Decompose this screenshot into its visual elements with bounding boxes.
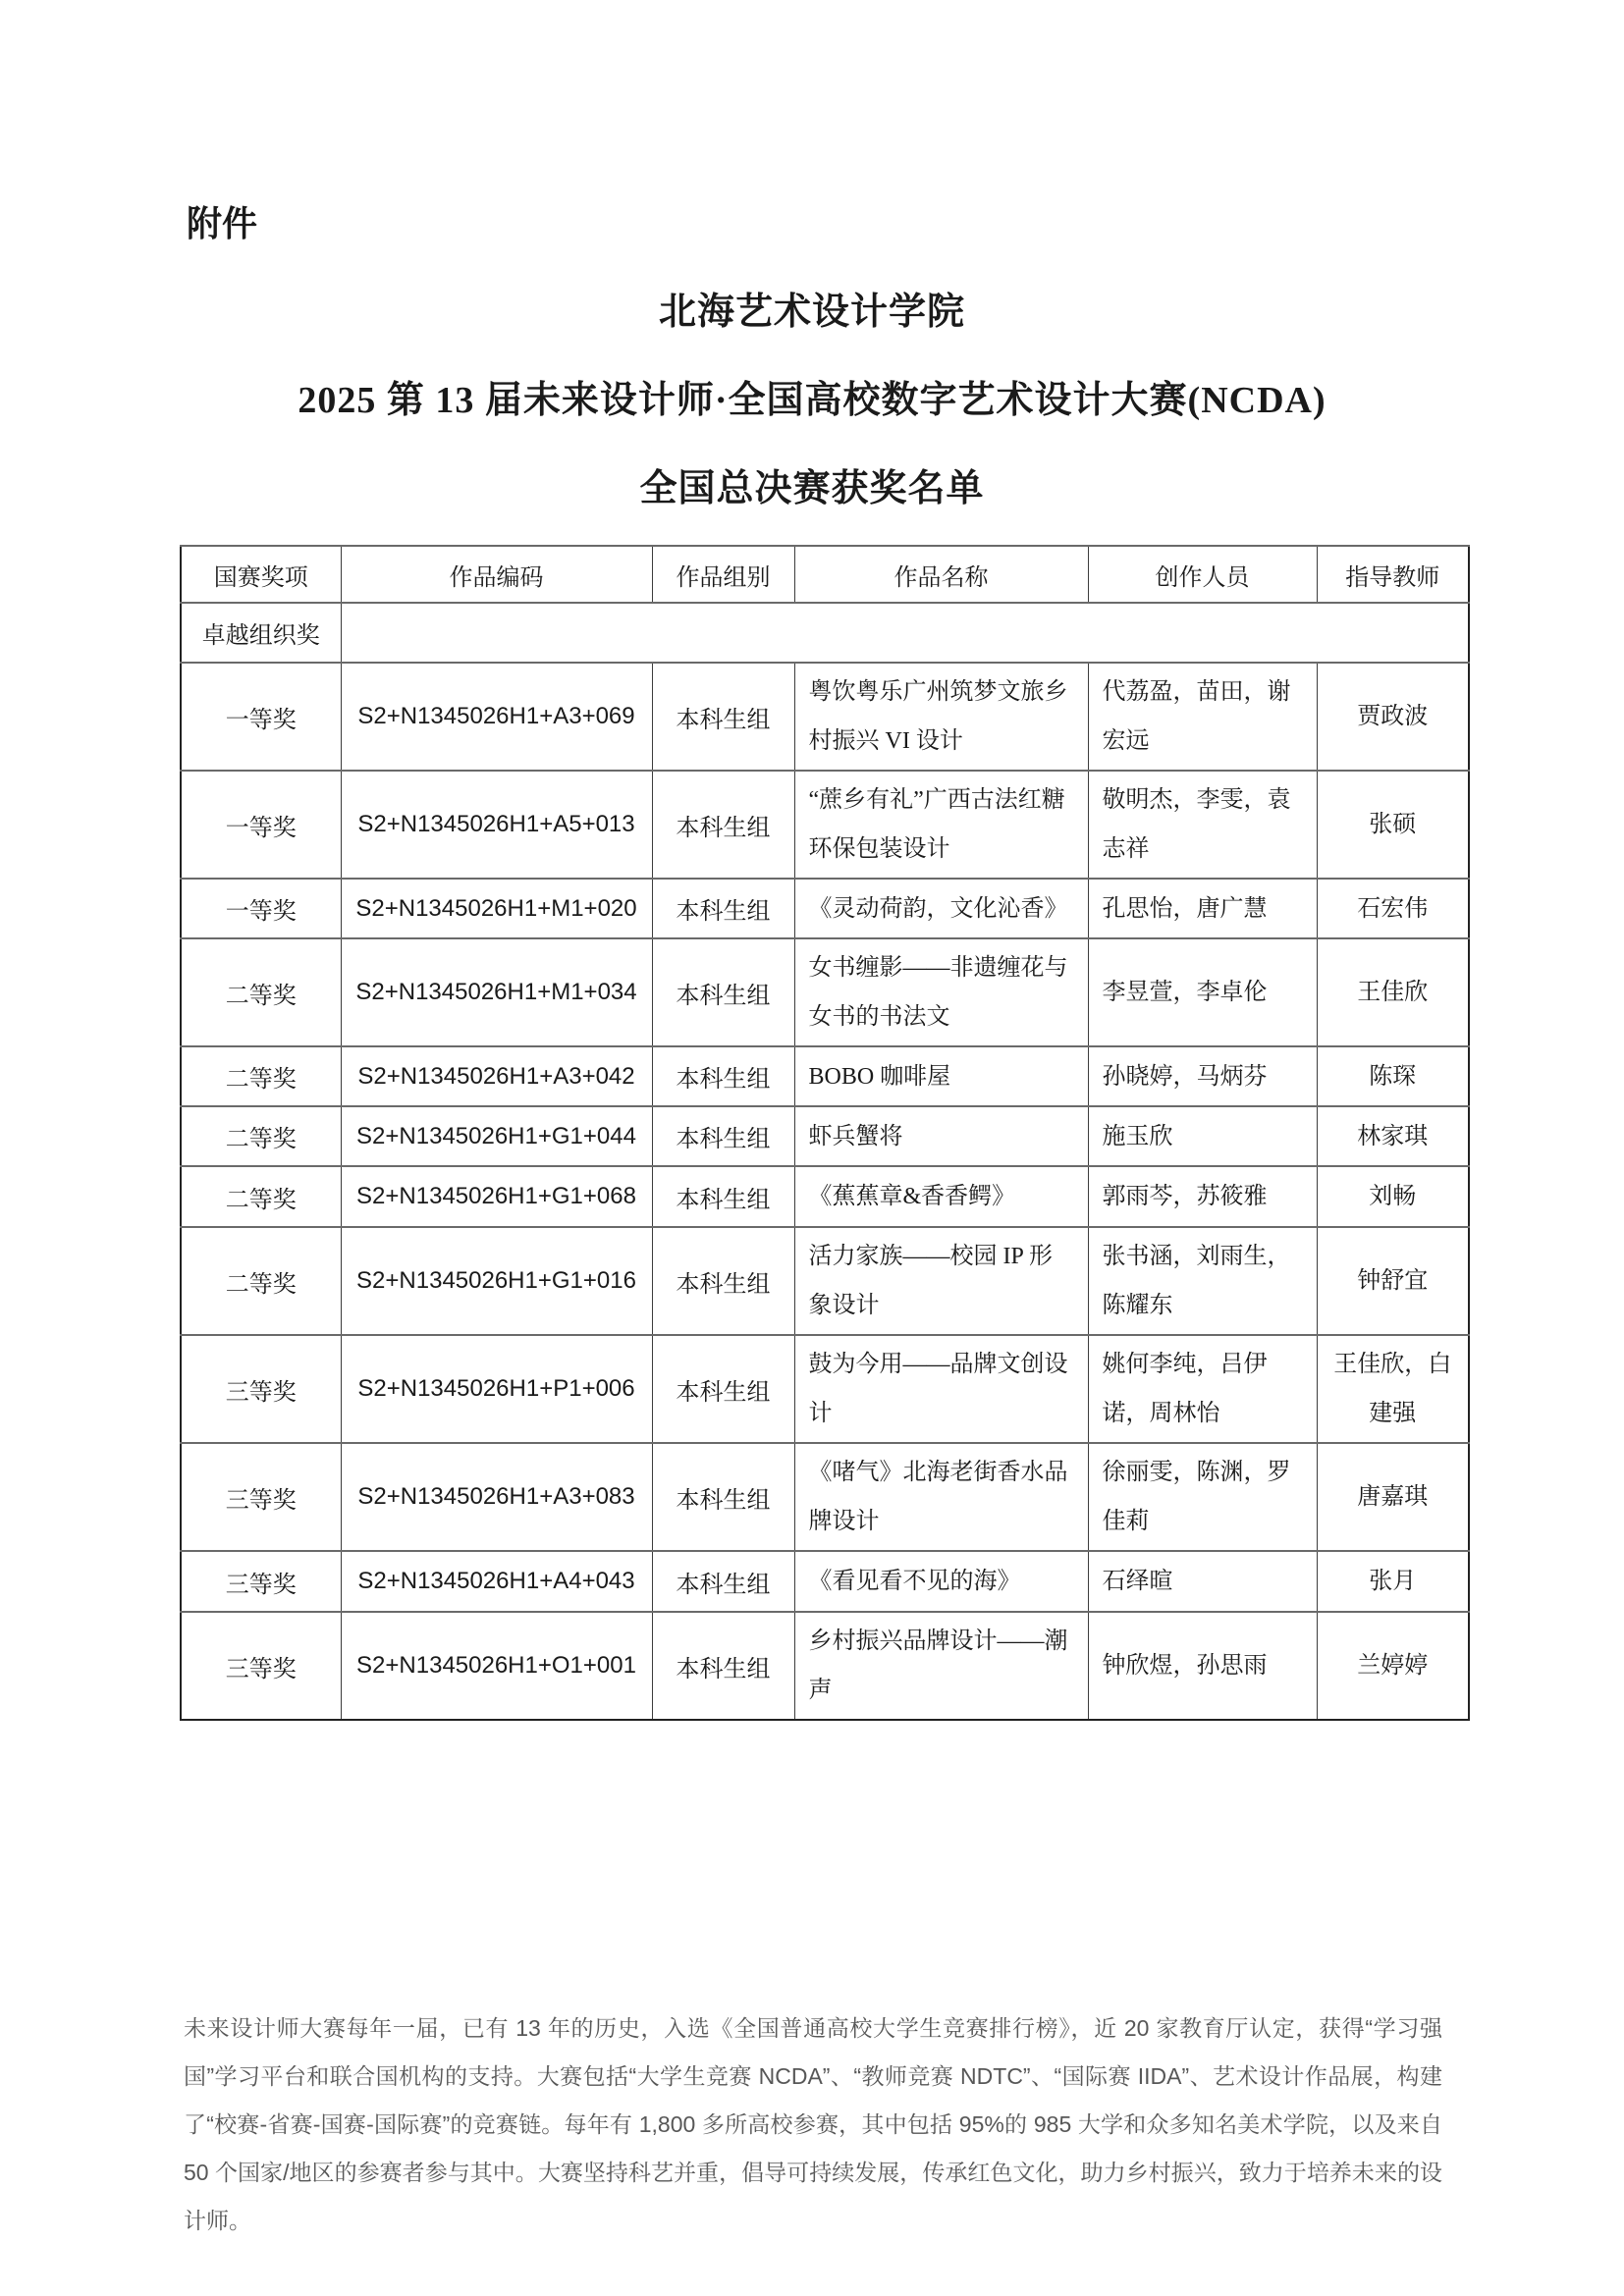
cell-creators: 张书涵，刘雨生，陈耀东 bbox=[1088, 1227, 1317, 1335]
cell-group: 本科生组 bbox=[652, 1612, 794, 1720]
cell-award: 二等奖 bbox=[181, 1106, 341, 1166]
cell-teacher: 王佳欣 bbox=[1317, 938, 1469, 1046]
cell-teacher: 陈琛 bbox=[1317, 1046, 1469, 1106]
cell-teacher: 钟舒宜 bbox=[1317, 1227, 1469, 1335]
cell-group: 本科生组 bbox=[652, 771, 794, 879]
doc-title-institution: 北海艺术设计学院 bbox=[658, 292, 965, 333]
cell-code: S2+N1345026H1+A3+083 bbox=[341, 1443, 652, 1551]
cell-title: 虾兵蟹将 bbox=[794, 1106, 1088, 1166]
table-row bbox=[181, 663, 1469, 771]
cell-code: S2+N1345026H1+G1+016 bbox=[341, 1227, 652, 1335]
cell-group: 本科生组 bbox=[652, 1551, 794, 1612]
cell-group: 本科生组 bbox=[652, 1227, 794, 1335]
doc-title-award-list: 全国总决赛获奖名单 bbox=[639, 468, 985, 509]
cell-teacher: 林家琪 bbox=[1317, 1106, 1469, 1166]
table-row bbox=[181, 1335, 1469, 1443]
cell-creators: 李昱萱，李卓伦 bbox=[1088, 938, 1317, 1046]
attachment-label: 附件 bbox=[187, 204, 258, 243]
special-award-row bbox=[181, 603, 1469, 663]
table-row bbox=[181, 938, 1469, 1046]
table-header-row bbox=[181, 546, 1469, 603]
table-row bbox=[181, 1443, 1469, 1551]
cell-creators: 郭雨芩，苏筱雅 bbox=[1088, 1166, 1317, 1227]
cell-creators: 石绎暄 bbox=[1088, 1551, 1317, 1612]
cell-group: 本科生组 bbox=[652, 938, 794, 1046]
cell-creators: 姚何李纯，吕伊诺，周林怡 bbox=[1088, 1335, 1317, 1443]
header-award: 国赛奖项 bbox=[181, 546, 341, 603]
cell-award: 一等奖 bbox=[181, 663, 341, 771]
cell-award: 三等奖 bbox=[181, 1612, 341, 1720]
cell-code: S2+N1345026H1+A3+042 bbox=[341, 1046, 652, 1106]
cell-group: 本科生组 bbox=[652, 1335, 794, 1443]
table-row bbox=[181, 1612, 1469, 1720]
cell-group: 本科生组 bbox=[652, 1166, 794, 1227]
cell-title: 女书缠影——非遗缠花与女书的书法文 bbox=[794, 938, 1088, 1046]
table-row bbox=[181, 1551, 1469, 1612]
cell-award: 三等奖 bbox=[181, 1443, 341, 1551]
cell-title: 《啫气》北海老街香水品牌设计 bbox=[794, 1443, 1088, 1551]
header-code: 作品编码 bbox=[341, 546, 652, 603]
competition-description: 未来设计师大赛每年一届，已有 13 年的历史，入选《全国普通高校大学生竞赛排行榜》，近 20 家教育厅认定，获得“学习强国”学习平台和联合国机构的支持。大赛包括“大学生竞赛 NCDA”、“教师竞赛 NDTC”、“国际赛 IIDA”、艺术设计作品展，构建了“校赛-省赛-国赛-国际赛”的竞赛链。每年有 1,800 多所高校参赛，其中包括 95%的 985 大学和众多知名美术学院，以及来自 50 个国家/地区的参赛者参与其中。大赛坚持科艺并重，倡导可持续发展，传承红色文化，助力乡村振兴，致力于培养未来的设计师。 bbox=[184, 2015, 1442, 2233]
cell-teacher: 贾政波 bbox=[1317, 663, 1469, 771]
cell-title: 粤饮粤乐广州筑梦文旅乡村振兴 VI 设计 bbox=[794, 663, 1088, 771]
cell-creators: 代荔盈，苗田，谢宏远 bbox=[1088, 663, 1317, 771]
cell-group: 本科生组 bbox=[652, 1046, 794, 1106]
cell-title: BOBO 咖啡屋 bbox=[794, 1046, 1088, 1106]
doc-title-competition: 2025 第 13 届未来设计师·全国高校数字艺术设计大赛(NCDA) bbox=[298, 380, 1326, 421]
cell-teacher: 兰婷婷 bbox=[1317, 1612, 1469, 1720]
cell-award: 二等奖 bbox=[181, 1046, 341, 1106]
cell-award: 一等奖 bbox=[181, 879, 341, 938]
awards-table bbox=[180, 545, 1470, 1721]
cell-title: 活力家族——校园 IP 形象设计 bbox=[794, 1227, 1088, 1335]
cell-award: 二等奖 bbox=[181, 1227, 341, 1335]
cell-teacher: 刘畅 bbox=[1317, 1166, 1469, 1227]
cell-title: “蔗乡有礼”广西古法红糖环保包装设计 bbox=[794, 771, 1088, 879]
cell-teacher: 王佳欣，白建强 bbox=[1317, 1335, 1469, 1443]
cell-award: 二等奖 bbox=[181, 1166, 341, 1227]
cell-title: 鼓为今用——品牌文创设计 bbox=[794, 1335, 1088, 1443]
cell-award: 三等奖 bbox=[181, 1335, 341, 1443]
table-row bbox=[181, 1046, 1469, 1106]
header-teacher: 指导教师 bbox=[1317, 546, 1469, 603]
table-row bbox=[181, 1106, 1469, 1166]
table-row bbox=[181, 879, 1469, 938]
cell-creators: 钟欣煜，孙思雨 bbox=[1088, 1612, 1317, 1720]
cell-creators: 孔思怡，唐广慧 bbox=[1088, 879, 1317, 938]
header-creators: 创作人员 bbox=[1088, 546, 1317, 603]
table-row bbox=[181, 771, 1469, 879]
table-row bbox=[181, 1166, 1469, 1227]
cell-award: 二等奖 bbox=[181, 938, 341, 1046]
cell-special-empty bbox=[341, 603, 1469, 663]
header-title: 作品名称 bbox=[794, 546, 1088, 603]
cell-code: S2+N1345026H1+O1+001 bbox=[341, 1612, 652, 1720]
cell-award: 三等奖 bbox=[181, 1551, 341, 1612]
cell-code: S2+N1345026H1+M1+034 bbox=[341, 938, 652, 1046]
cell-group: 本科生组 bbox=[652, 1443, 794, 1551]
cell-code: S2+N1345026H1+G1+044 bbox=[341, 1106, 652, 1166]
cell-teacher: 张硕 bbox=[1317, 771, 1469, 879]
cell-code: S2+N1345026H1+M1+020 bbox=[341, 879, 652, 938]
cell-code: S2+N1345026H1+A4+043 bbox=[341, 1551, 652, 1612]
cell-teacher: 唐嘉琪 bbox=[1317, 1443, 1469, 1551]
cell-title: 乡村振兴品牌设计——潮声 bbox=[794, 1612, 1088, 1720]
cell-creators: 施玉欣 bbox=[1088, 1106, 1317, 1166]
cell-title: 《蕉蕉章&香香鳄》 bbox=[794, 1166, 1088, 1227]
cell-special-award: 卓越组织奖 bbox=[181, 603, 341, 663]
cell-title: 《灵动荷韵，文化沁香》 bbox=[794, 879, 1088, 938]
cell-creators: 孙晓婷，马炳芬 bbox=[1088, 1046, 1317, 1106]
cell-code: S2+N1345026H1+A5+013 bbox=[341, 771, 652, 879]
header-group: 作品组别 bbox=[652, 546, 794, 603]
cell-teacher: 石宏伟 bbox=[1317, 879, 1469, 938]
cell-group: 本科生组 bbox=[652, 1106, 794, 1166]
cell-award: 一等奖 bbox=[181, 771, 341, 879]
cell-group: 本科生组 bbox=[652, 663, 794, 771]
table-row bbox=[181, 1227, 1469, 1335]
cell-creators: 敬明杰，李雯，袁志祥 bbox=[1088, 771, 1317, 879]
cell-code: S2+N1345026H1+G1+068 bbox=[341, 1166, 652, 1227]
table-body bbox=[181, 603, 1469, 1720]
cell-teacher: 张月 bbox=[1317, 1551, 1469, 1612]
cell-group: 本科生组 bbox=[652, 879, 794, 938]
cell-code: S2+N1345026H1+P1+006 bbox=[341, 1335, 652, 1443]
cell-code: S2+N1345026H1+A3+069 bbox=[341, 663, 652, 771]
cell-title: 《看见看不见的海》 bbox=[794, 1551, 1088, 1612]
cell-creators: 徐丽雯，陈渊，罗佳莉 bbox=[1088, 1443, 1317, 1551]
